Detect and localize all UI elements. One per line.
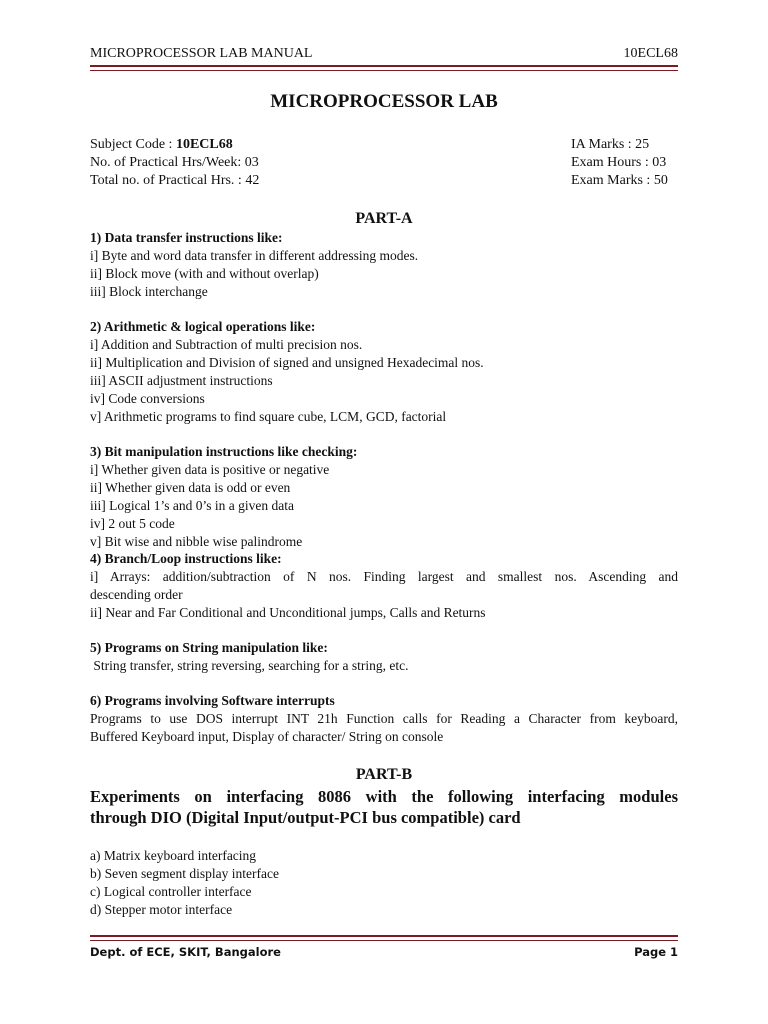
footer-rule-thick — [90, 935, 678, 937]
subject-code-value: 10ECL68 — [175, 137, 233, 152]
footer-page-number: Page 1 — [634, 945, 678, 959]
meta-row-3 — [90, 173, 678, 191]
list-item: i] Arrays: addition/subtraction of N nos. Finding largest and smallest nos. Ascending and — [90, 569, 678, 584]
footer-rule-thin — [90, 940, 678, 941]
list-item: i] Addition and Subtraction of multi precision nos. — [90, 337, 363, 352]
section-6-text-line-2: Buffered Keyboard input, Display of character/ String on console — [90, 729, 444, 744]
list-item: iii] Logical 1’s and 0’s in a given data — [90, 498, 294, 513]
section-1-heading: 1) Data transfer instructions like: — [90, 230, 283, 245]
section-4-heading: 4) Branch/Loop instructions like: — [90, 551, 282, 566]
page-header — [90, 46, 678, 62]
part-a-heading: PART-A — [355, 210, 413, 227]
list-item: iv] Code conversions — [90, 391, 205, 406]
section-6-heading: 6) Programs involving Software interrupts — [90, 693, 335, 708]
section-6-text-line-1: Programs to use DOS interrupt INT 21h Function calls for Reading a Character from keyboard, — [90, 711, 678, 726]
list-item: c) Logical controller interface — [90, 884, 252, 899]
part-b-heading: PART-B — [355, 766, 413, 783]
list-item: b) Seven segment display interface — [90, 866, 279, 881]
list-item-continuation: descending order — [90, 587, 183, 602]
list-item: a) Matrix keyboard interfacing — [90, 848, 257, 863]
list-item: v] Bit wise and nibble wise palindrome — [90, 534, 303, 549]
list-item: ii] Block move (with and without overlap) — [90, 266, 319, 281]
list-item: i] Byte and word data transfer in different addressing modes. — [90, 248, 419, 263]
page-footer — [90, 945, 678, 959]
header-code: 10ECL68 — [623, 46, 678, 61]
total-hrs: Total no. of Practical Hrs. : 42 — [90, 173, 260, 188]
section-5-text: String transfer, string reversing, searching for a string, etc. — [90, 658, 409, 673]
meta-row-1 — [90, 137, 678, 155]
ia-marks: IA Marks : 25 — [571, 137, 650, 152]
meta-row-2 — [90, 155, 678, 173]
section-2-heading: 2) Arithmetic & logical operations like: — [90, 319, 316, 334]
part-b-intro-line-1: Experiments on interfacing 8086 with the following interfacing modules — [90, 787, 678, 806]
list-item: ii] Near and Far Conditional and Unconditional jumps, Calls and Returns — [90, 605, 486, 620]
list-item: iii] ASCII adjustment instructions — [90, 373, 273, 388]
list-item: ii] Multiplication and Division of signed and unsigned Hexadecimal nos. — [90, 355, 484, 370]
list-item: iv] 2 out 5 code — [90, 516, 175, 531]
hrs-per-week: No. of Practical Hrs/Week: 03 — [90, 155, 259, 170]
exam-hours: Exam Hours : 03 — [571, 155, 667, 170]
section-5-heading: 5) Programs on String manipulation like: — [90, 640, 328, 655]
list-item: iii] Block interchange — [90, 284, 208, 299]
list-item: d) Stepper motor interface — [90, 902, 233, 917]
exam-marks: Exam Marks : 50 — [571, 173, 668, 188]
subject-code-label: Subject Code : — [90, 137, 176, 152]
footer-dept: Dept. of ECE, SKIT, Bangalore — [90, 945, 281, 959]
part-b-intro-line-2: through DIO (Digital Input/output-PCI bus compatible) card — [90, 808, 521, 827]
doc-title: MICROPROCESSOR LAB — [270, 91, 498, 112]
list-item: i] Whether given data is positive or negative — [90, 462, 330, 477]
section-3-heading: 3) Bit manipulation instructions like checking: — [90, 444, 358, 459]
list-item: v] Arithmetic programs to find square cube, LCM, GCD, factorial — [90, 409, 447, 424]
header-rule-thick — [90, 65, 678, 67]
header-title: MICROPROCESSOR LAB MANUAL — [90, 46, 313, 61]
header-rule-thin — [90, 70, 678, 71]
list-item: ii] Whether given data is odd or even — [90, 480, 291, 495]
